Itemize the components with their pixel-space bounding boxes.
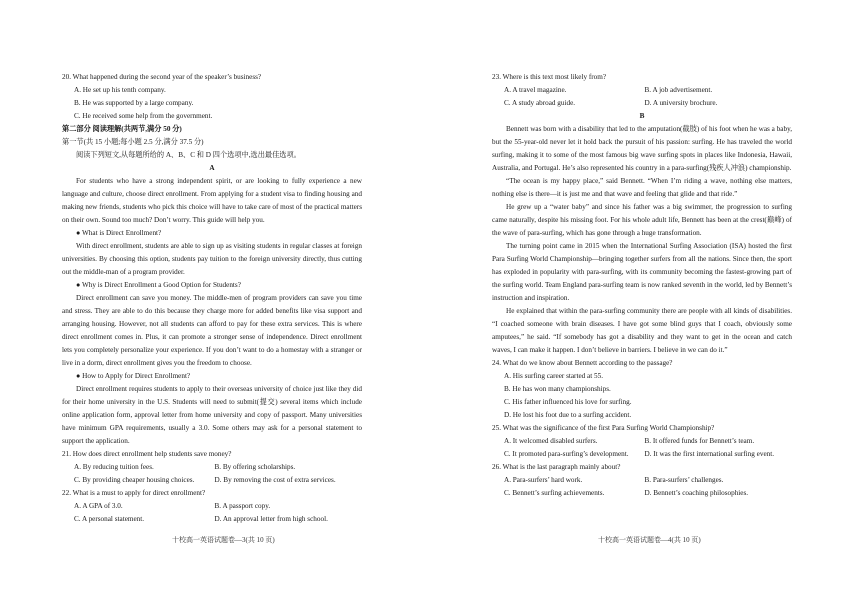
q21-option-c: C. By providing cheaper housing choices. [74,476,195,484]
q22-options-row-1 [62,500,362,513]
q21-options-row-1 [62,461,362,474]
left-paragraph: Direct enrollment requires students to apply to their overseas university of choice just like they did for their home university in the U.S. Students will need to submit(提交) several items which include online application form, approval letter from home university and copy of passport. Many universities have minimum GPA requirements, usually a 3.0. Some others may ask for a personal statement to support the application. [62,385,362,445]
q23-options-row-2 [492,97,792,110]
left-paragraph: With direct enrollment, students are able to sign up as visiting students in regular classes at foreign universities. By choosing this option, students pay tuition to the foreign university directly, thus cutting out the middle-man of a program provider. [62,242,362,276]
right-paragraph: D. He lost his foot due to a surfing accident. [504,411,632,419]
left-paragraph: For students who have a strong independent spirit, or are looking to fully experience a new language and culture, choose direct enrollment. From applying for a student visa to finding housing and making new friends, students who pick this choice will have to take care of most of the practical matters on their own. Sound too much? Don’t worry. This guide will help you. [62,177,362,224]
right-paragraph: B. He has won many championships. [504,385,611,393]
q25-options-row-2 [492,448,792,461]
q23-option-a: A. A travel magazine. [504,86,567,94]
q25-option-b: B. It offered funds for Bennett’s team. [644,437,755,445]
left-paragraph: B. He was supported by a large company. [74,99,194,107]
right-paragraph: C. His father influenced his love for surfing. [504,398,632,406]
q25-option-d: D. It was the first international surfing event. [644,450,775,458]
right-paragraph: He grew up a “water baby” and since his father was a big swimmer, the progression to surfing came naturally, despite his missing foot. For his whole adult life, Bennett has been at the crest(巅峰) of the wave of para-surfing, which has gone through a huge transformation. [492,203,792,237]
q26-options-row-2 [492,487,792,500]
q22-options-row-2 [62,513,362,526]
left-column [62,71,362,526]
right-paragraph: “The ocean is my happy place,” said Bennett. “When I’m riding a wave, nothing else matters, nothing else is there—it is just me and that wave and feeling that glide and that ride.” [492,177,792,198]
left-paragraph: ● How to Apply for Direct Enrollment? [76,372,191,380]
right-column [492,71,792,500]
q25-option-a: A. It welcomed disabled surfers. [504,437,598,445]
page-footer-left: 十校高一英语试题卷—3(共 10 页) [172,536,275,544]
q26-option-c: C. Bennett’s surfing achievements. [504,489,605,497]
left-paragraph: C. He received some help from the government. [74,112,213,120]
q21-option-b: B. By offering scholarships. [214,463,296,471]
right-paragraph: 25. What was the significance of the first Para Surfing World Championship? [492,424,715,432]
q21-option-d: D. By removing the cost of extra services. [214,476,336,484]
right-paragraph: He explained that within the para-surfing community there are people with all kinds of disabilities. “I coached someone with brain diseases. I have got some blind guys that I coach, obviously some amputees,” he said. “If somebody has got a disability and they want to get in the ocean and catch waves, I can make it happen. I don’t believe in barriers. I believe in we can do it.” [492,307,792,354]
q23-option-b: B. A job advertisement. [644,86,713,94]
q22-stem: 22. What is a must to apply for direct enrollment? [62,489,206,497]
q22-option-a: A. A GPA of 3.0. [74,502,123,510]
q23-options-row-1 [492,84,792,97]
q21-options-row-2 [62,474,362,487]
q26-option-d: D. Bennett’s coaching philosophies. [644,489,749,497]
q23-stem: 23. Where is this text most likely from? [492,73,607,81]
right-paragraph: Bennett was born with a disability that led to the amputation(截肢) of his foot when he was a baby, but the 55-year-old never let it hold back the pursuit of his passion: surfing. He has traveled the world surfing, making it to some of the most famous big wave surfing spots in places like Indonesia, Hawaii, Australia, and Portugal. He’s also represented his country in a para-surfing(残疾人冲浪) championship. [492,125,792,172]
left-paragraph: 第一节(共 15 小题;每小题 2.5 分,满分 37.5 分) [62,138,204,146]
left-paragraph: 21. How does direct enrollment help students save money? [62,450,232,458]
q26-option-b: B. Para-surfers’ challenges. [644,476,724,484]
q22-option-d: D. An approval letter from high school. [214,515,328,523]
right-paragraph: A. His surfing career started at 55. [504,372,603,380]
q25-option-c: C. It promoted para-surfing’s development. [504,450,629,458]
q23-option-d: D. A university brochure. [644,99,718,107]
left-paragraph: 20. What happened during the second year of the speaker’s business? [62,73,262,81]
left-paragraph: A [209,164,215,172]
q25-options-row-1 [492,435,792,448]
q22-option-c: C. A personal statement. [74,515,145,523]
left-paragraph: 第二部分 阅读理解(共两节,满分 50 分) [62,125,182,133]
right-paragraph: The turning point came in 2015 when the International Surfing Association (ISA) hosted the first Para Surfing World Championship—bringing together surfers from all the nations. Since then, the sport has exploded in popularity with para-surfing, with its community becoming the fastest-growing part of the surfing world. Team England para-surfing team is now ranked seventh in the world, led by Bennett’s instruction and inspiration. [492,242,792,302]
left-paragraph: A. He set up his tenth company. [74,86,166,94]
left-paragraph: ● Why is Direct Enrollment a Good Option for Students? [76,281,241,289]
left-paragraph: Direct enrollment can save you money. The middle-men of program providers can save you time and stress. They are able to do this because they charge more for added benefits like visa support and arranging housing. However, not all students can afford to pay for these extra services. This is where direct enrollment comes in. Plus, it can promote a stronger sense of independence. Direct enrollment lets you completely personalize your experience. If you don’t want to do a homestay with a stranger or live in a dorm, direct enrollment gives you the freedom to choose. [62,294,362,367]
left-paragraphs [62,71,362,461]
page-footer-right: 十校高一英语试题卷—4(共 10 页) [598,536,701,544]
right-paragraph: B [639,112,645,120]
q26-options-row-1 [492,474,792,487]
q21-option-a: A. By reducing tuition fees. [74,463,154,471]
right-paragraph: 24. What do we know about Bennett according to the passage? [492,359,673,367]
left-paragraph: 阅读下列短文,从每题所给的 A、B、C 和 D 四个选项中,选出最佳选项。 [76,151,301,159]
right-paragraphs [492,110,792,435]
q26-option-a: A. Para-surfers’ hard work. [504,476,583,484]
q23-option-c: C. A study abroad guide. [504,99,576,107]
q26-stem: 26. What is the last paragraph mainly about? [492,463,621,471]
left-paragraph: ● What is Direct Enrollment? [76,229,162,237]
q22-option-b: B. A passport copy. [214,502,271,510]
